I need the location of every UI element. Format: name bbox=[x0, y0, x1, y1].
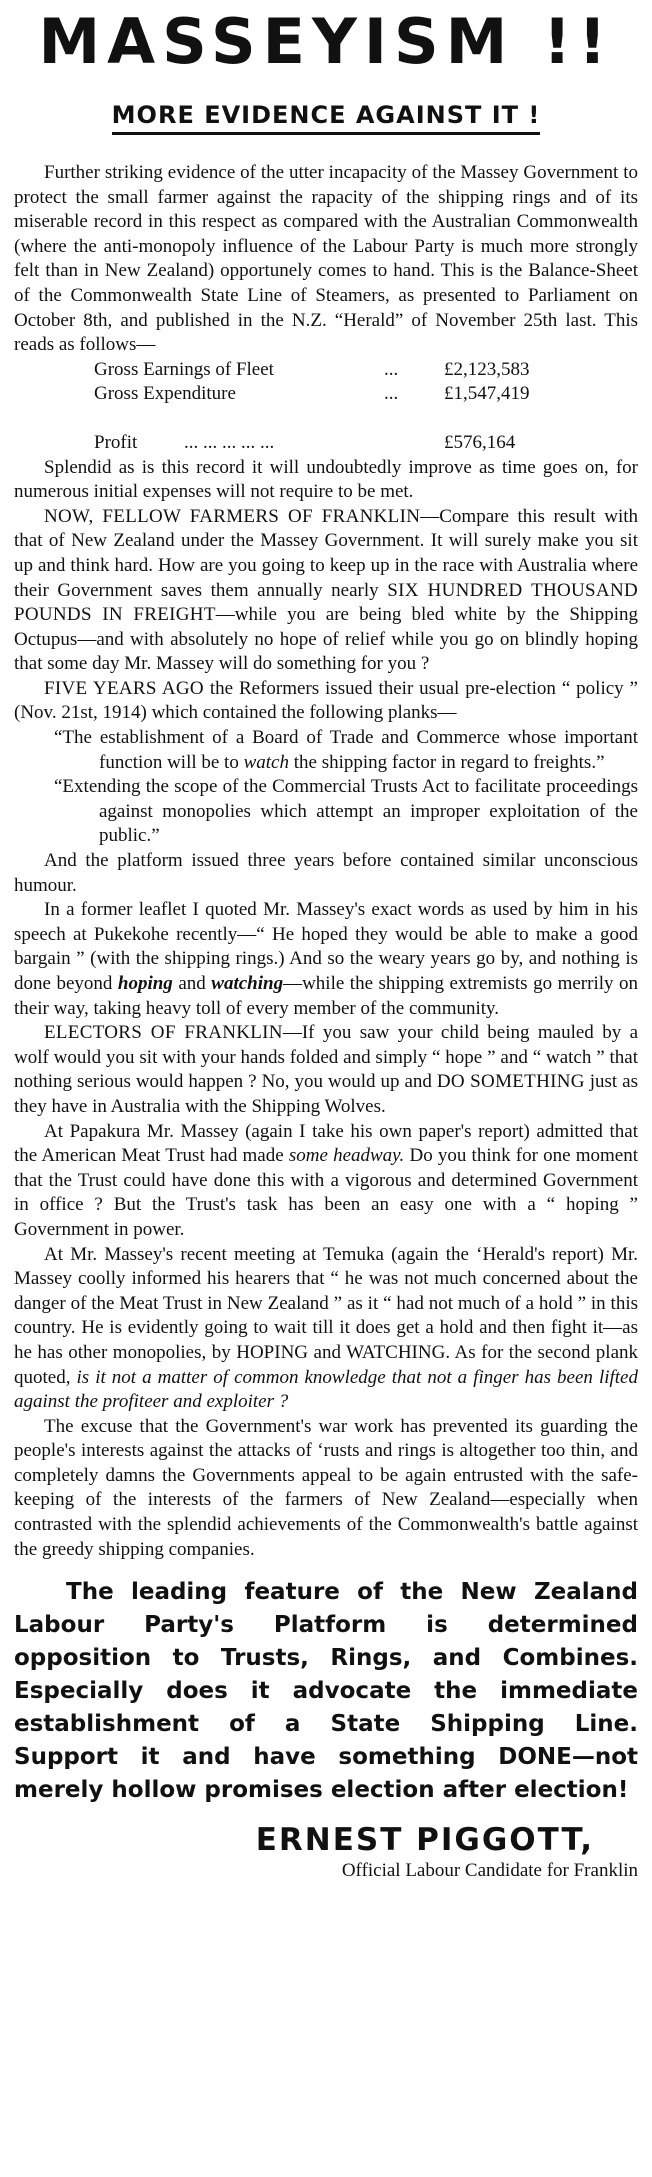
fellow-farmers-text-1: —Compare this result with that of New Zealand under the Massey Government. It will surely make you sit up and think hard. How are you going to keep up in the race with Australia where their Government saves them annually nearly bbox=[14, 505, 639, 601]
article-body bbox=[14, 161, 638, 1562]
profit-value: £576,164 bbox=[444, 431, 516, 453]
gross-expenditure-row bbox=[94, 382, 594, 407]
war-work-excuse-paragraph: The excuse that the Government's war work has prevented its guarding the people's interests against the attacks of ‘rusts and rings is altogether too thin, and completely damns the Governments appeal to be again entrusted with the safe-keeping of the interests of the farmers of New Zealand—especially when contrasted with the splendid achievements of the Commonwealth's battle against the greedy shipping companies. bbox=[14, 1415, 638, 1560]
five-years-lead: FIVE YEARS AGO bbox=[44, 677, 204, 699]
splendid-paragraph: Splendid as is this record it will undoubtedly improve as time goes on, for numerous initial expenses will not require to be met. bbox=[14, 456, 638, 503]
platform-paragraph: And the platform issued three years before contained similar unconscious humour. bbox=[14, 850, 638, 896]
freight-savings-emphasis: SIX HUNDRED THOUSAND POUNDS IN FREIGHT bbox=[14, 579, 638, 626]
electors-paragraph bbox=[14, 1021, 638, 1119]
fellow-farmers-paragraph bbox=[14, 505, 638, 677]
fellow-farmers-lead: NOW, FELLOW FARMERS OF FRANKLIN bbox=[44, 505, 421, 527]
masthead-title: MASSEYISM !! bbox=[38, 5, 614, 78]
policy-quotes bbox=[14, 726, 638, 849]
papakura-text-a: At Papakura Mr. Massey (again I take his own paper's report) admitted that the American Meat Trust had made bbox=[14, 1120, 638, 1167]
common-knowledge-emphasis: is it not a matter of common knowledge that not a finger has been lifted against the profiteer and exploiter ? bbox=[14, 1366, 638, 1413]
intro-paragraph: Further striking evidence of the utter incapacity of the Massey Government to protect the small farmer against the rapacity of the shipping rings and of its miserable record in this respect as compared with the Australian Commonwealth (where the anti-monopoly influence of the Labour Party is much more strongly felt than in New Zealand) opportunely comes to hand. This is the Balance-Sheet of the Commonwealth State Line of Steamers, as presented to Parliament on October 8th, and published in the N.Z. “Herald” of November 25th last. This reads as follows— bbox=[14, 162, 638, 356]
leaflet-text-b: and bbox=[172, 973, 212, 994]
balance-sheet-figures bbox=[94, 358, 594, 456]
quote-1-text-a: “The establishment of a Board of Trade and Commerce whose important function will be to bbox=[54, 727, 638, 773]
temuka-paragraph bbox=[14, 1243, 638, 1415]
some-headway-emphasis: some headway. bbox=[288, 1145, 405, 1167]
profit-row bbox=[94, 431, 594, 456]
electors-text-a: —If you saw your child being mauled by a wolf would you sit with your hands folded and simply “ hope ” and “ watch ” that nothing serious would happen ? No, you would up and bbox=[14, 1022, 639, 1093]
papakura-paragraph bbox=[14, 1120, 638, 1243]
quote-1-watch-emphasis: watch bbox=[243, 751, 289, 773]
hoping-emphasis: hoping bbox=[117, 973, 173, 994]
do-something-emphasis: DO SOMETHING bbox=[436, 1071, 585, 1093]
papakura-text-b: Do you think for one moment that the Trust could have done this with a vigorous and determined Government in office ? But the Trust's task has been an easy one with a “ hoping ” Government in power. bbox=[14, 1145, 639, 1240]
subhead-wrap bbox=[14, 100, 638, 135]
former-leaflet-paragraph bbox=[14, 898, 638, 1021]
fellow-farmers-text-2: —while you are being bled white by the Shipping Octupus—and with absolutely no hope of relief while you go on blindly hoping that some day Mr. Massey will do something for you ? bbox=[14, 604, 638, 675]
quote-1-text-b: the shipping factor in regard to freights.” bbox=[288, 751, 605, 773]
figures-spacer bbox=[94, 407, 594, 431]
gross-expenditure-label: Gross Expenditure bbox=[94, 383, 236, 405]
leaflet-text-c: —while the shipping extremists go merrily on their way, taking heavy toll of every member of the community. bbox=[14, 973, 639, 1019]
five-years-paragraph bbox=[14, 677, 638, 726]
electors-lead: ELECTORS OF FRANKLIN bbox=[44, 1022, 283, 1044]
closing-statement bbox=[14, 1576, 638, 1807]
gross-expenditure-dots: ... bbox=[384, 383, 399, 405]
temuka-text-a: At Mr. Massey's recent meeting at Temuka (again the ‘Herald's report) Mr. Massey coolly informed his hearers that “ he was not much concerned about the danger of the Meat Trust in New Zealand ” as it “ had not much of a hold ” in this country. He is evidently going to wait till it does get a hold and then fight it—as he has other monopolies, by HOPING and WATCHING. As for the second plank quoted, bbox=[14, 1243, 638, 1388]
watching-emphasis: watching bbox=[211, 973, 284, 994]
gross-earnings-dots: ... bbox=[384, 358, 399, 380]
policy-quote-trusts-act: “Extending the scope of the Commercial Trusts Act to facilitate proceedings against monopolies which attempt an improper exploitation of the public.” bbox=[54, 776, 638, 847]
closing-paragraph: The leading feature of the New Zealand Labour Party's Platform is determined opposition to Trusts, Rings, and Combines. Especially does it advocate the immediate establishment of a State Shipping Line. Support it and have something DONE—not merely hollow promises election after election! bbox=[14, 1579, 638, 1804]
candidate-title: Official Labour Candidate for Franklin bbox=[341, 1860, 638, 1882]
five-years-text: the Reformers issued their usual pre-election “ policy ” (Nov. 21st, 1914) which contained the following planks— bbox=[14, 677, 638, 724]
profit-label: Profit bbox=[94, 431, 138, 453]
gross-earnings-value: £2,123,583 bbox=[444, 358, 530, 380]
signature-block bbox=[14, 1821, 638, 1859]
subhead-title: MORE EVIDENCE AGAINST IT ! bbox=[112, 100, 541, 135]
electors-text-b: just as they have in Australia with the Shipping Wolves. bbox=[14, 1071, 638, 1117]
policy-quote-board-of-trade bbox=[14, 726, 638, 775]
leaflet-text-a: In a former leaflet I quoted Mr. Massey's exact words as used by him in his speech at Pukekohe recently—“ He hoped they would be able to make a good bargain ” (with the shipping rings.) And so the weary years go by, and nothing is done beyond bbox=[14, 899, 638, 994]
gross-earnings-row bbox=[94, 358, 594, 383]
profit-dots: ... ... ... ... ... bbox=[184, 431, 275, 453]
candidate-name: ERNEST PIGGOTT, bbox=[255, 1822, 594, 1859]
gross-expenditure-value: £1,547,419 bbox=[444, 383, 530, 405]
gross-earnings-label: Gross Earnings of Fleet bbox=[94, 358, 274, 380]
